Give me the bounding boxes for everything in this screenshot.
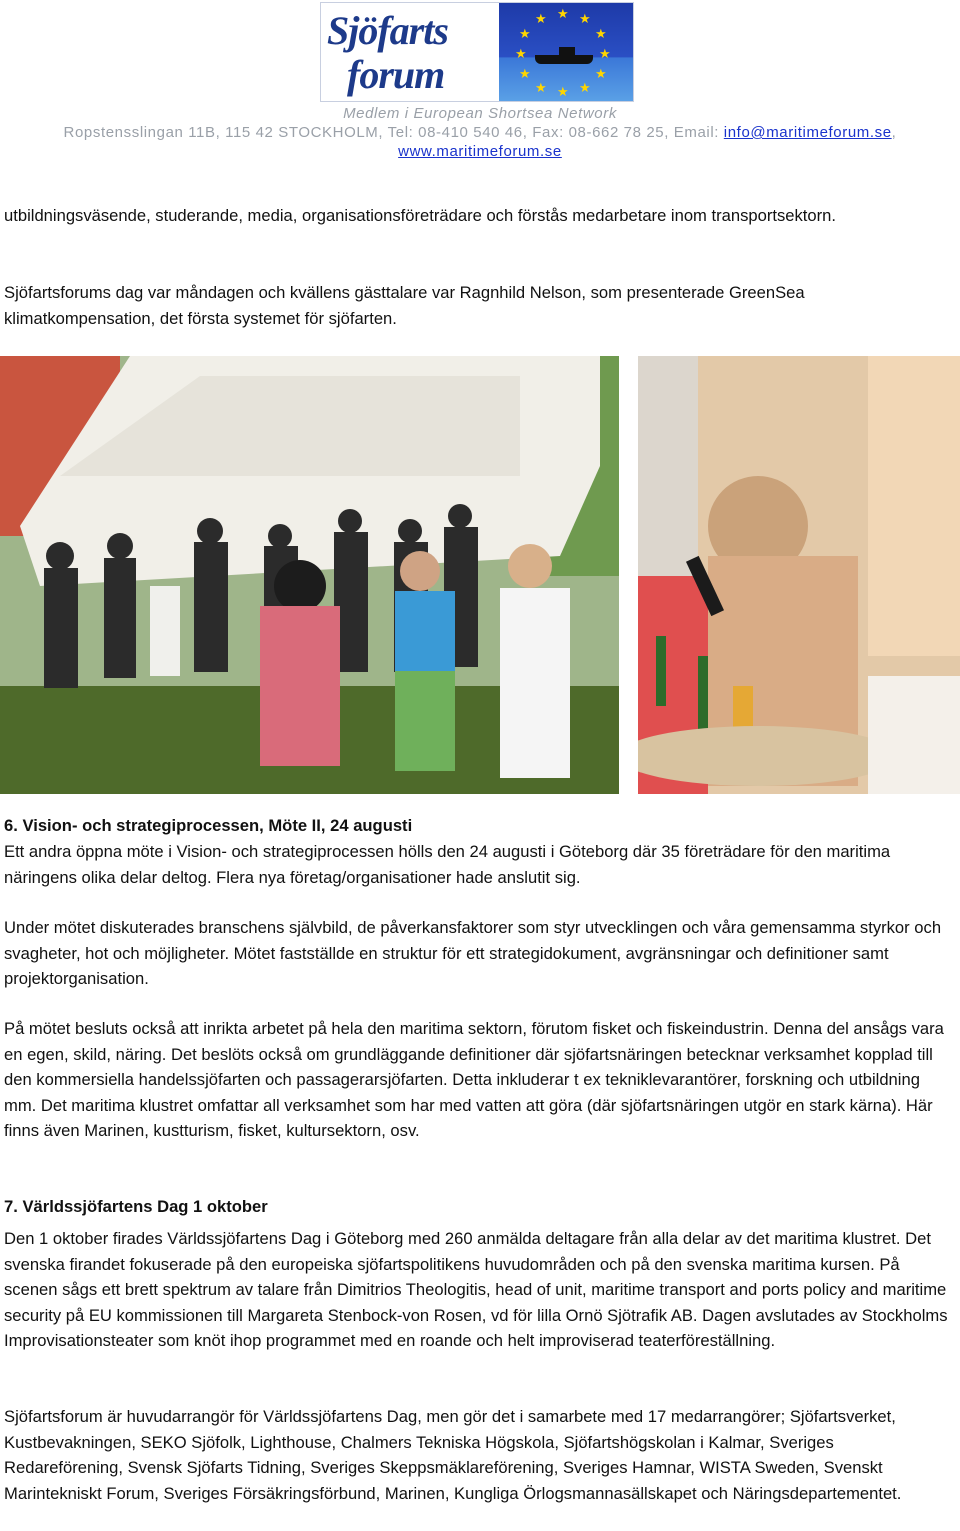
eu-stars-ship-graphic (499, 3, 633, 101)
section-7-paragraph-1: Den 1 oktober firades Världssjöfartens Dag i Göteborg med 260 anmälda deltagare från alla delar av det maritima klustret. Det svenska firandet fokuserade på den europeiska sjöfartspolitikens huvudområden och på den svenska maritima kursen. På scenen sågs ett brett spektrum av talare från Dimitrios Theologitis, head of unit, maritime transport and ports policy and maritime security på EU kommissionen till Margareta Stenbock-von Rosen, vd för lilla Ornö Sjötrafik AB. Dagen avslutades av Stockholms Improvisationsteater som knöt ihop programmet med en roande och helt improviserad teaterföreställning. (4, 1229, 948, 1350)
letterhead (0, 0, 960, 165)
section-6-heading: 6. Vision- och strategiprocessen, Möte II, 24 augusti (4, 816, 413, 835)
intro-paragraph-2: Sjöfartsforums dag var måndagen och kvällens gästtalare var Ragnhild Nelson, som presenterade GreenSea klimatkompensation, det första systemet för sjöfarten. (4, 283, 805, 328)
section-6-paragraph-3: På mötet besluts också att inrikta arbetet på hela den maritima sektorn, förutom fisket och fiskeindustrin. Denna del ansågs vara en egen, skild, näring. Det beslöts också om grundläggande definitioner där sjöfartsnäringen betecknar verksamhet kopplad till den kommersiella handelssjöfarten och passagerarsjöfarten. Detta inkluderar t ex tekniklevarantörer, forskning och utbildning mm. Det maritima klustret omfattar all verksamhet som har med vatten att göra (där sjöfartsnäringen utgör en stark kärna). Här finns även Marinen, kustturism, fisket, kultursektorn, osv. (4, 1019, 944, 1140)
logo-text-line2: forum (347, 52, 445, 97)
intro-paragraph-1: utbildningsväsende, studerande, media, organisationsföreträdare och förstås medarbetare inom transportsektorn. (4, 206, 837, 225)
star-icon: ★ (579, 80, 591, 95)
section-6-paragraph-2: Under mötet diskuterades branschens självbild, de påverkansfaktorer som styr utvecklingen och våra gemensamma styrkor och svagheter, hot och möjligheter. Mötet fastställde en struktur för ett strategidokument, avgränsningar och definitioner samt projektorganisation. (4, 918, 942, 988)
star-icon: ★ (557, 84, 569, 99)
star-icon: ★ (519, 26, 531, 41)
email-suffix: , (891, 124, 897, 141)
star-icon: ★ (535, 80, 547, 95)
website-link[interactable]: www.maritimeforum.se (398, 143, 562, 160)
section-6-paragraph-1: Ett andra öppna möte i Vision- och strategiprocessen hölls den 24 augusti i Göteborg där 35 företrädare för den maritima näringens olika delar deltog. Flera nya företag/organisationer hade anslutit sig. (4, 842, 891, 887)
crowd-tent-illustration (0, 356, 619, 794)
speaker-illustration (638, 356, 960, 794)
section-7-heading: 7. Världssjöfartens Dag 1 oktober (4, 1197, 268, 1216)
speaker-photo (638, 356, 960, 794)
network-tagline: Medlem i European Shortsea Network (343, 105, 617, 122)
logo-text-line1: Sjöfarts (327, 8, 448, 53)
star-icon: ★ (515, 46, 527, 61)
contact-address (0, 124, 960, 141)
star-icon: ★ (595, 66, 607, 81)
sjofartsforum-logo (320, 2, 634, 102)
website-line (0, 143, 960, 160)
star-icon: ★ (595, 26, 607, 41)
section-7-paragraph-2: Sjöfartsforum är huvudarrangör för Världssjöfartens Dag, men gör det i samarbete med 17 medarrangörer; Sjöfartsverket, Kustbevakningen, SEKO Sjöfolk, Lighthouse, Chalmers Tekniska Högskola, Sjöfartshögskolan i Kalmar, Sveriges Redareförening, Svensk Sjöfarts Tidning, Sveriges Skeppsmäklareförening, Sveriges Hamnar, WISTA Sweden, Svenskt Marintekniskt Forum, Sveriges Försäkringsförbund, Marinen, Kungliga Örlogsmannasällskapet och Näringsdepartementet. (4, 1407, 902, 1503)
event-photos (0, 356, 960, 794)
crowd-tent-photo (0, 356, 619, 794)
star-icon: ★ (519, 66, 531, 81)
star-icon: ★ (535, 11, 547, 26)
star-icon: ★ (599, 46, 611, 61)
star-icon: ★ (579, 11, 591, 26)
email-link[interactable]: info@maritimeforum.se (723, 124, 892, 141)
star-icon: ★ (557, 6, 569, 21)
address-text: Ropstensslingan 11B, 115 42 STOCKHOLM, Tel: 08-410 540 46, Fax: 08-662 78 25, Email: (63, 124, 724, 141)
ship-hull-icon (535, 55, 593, 64)
